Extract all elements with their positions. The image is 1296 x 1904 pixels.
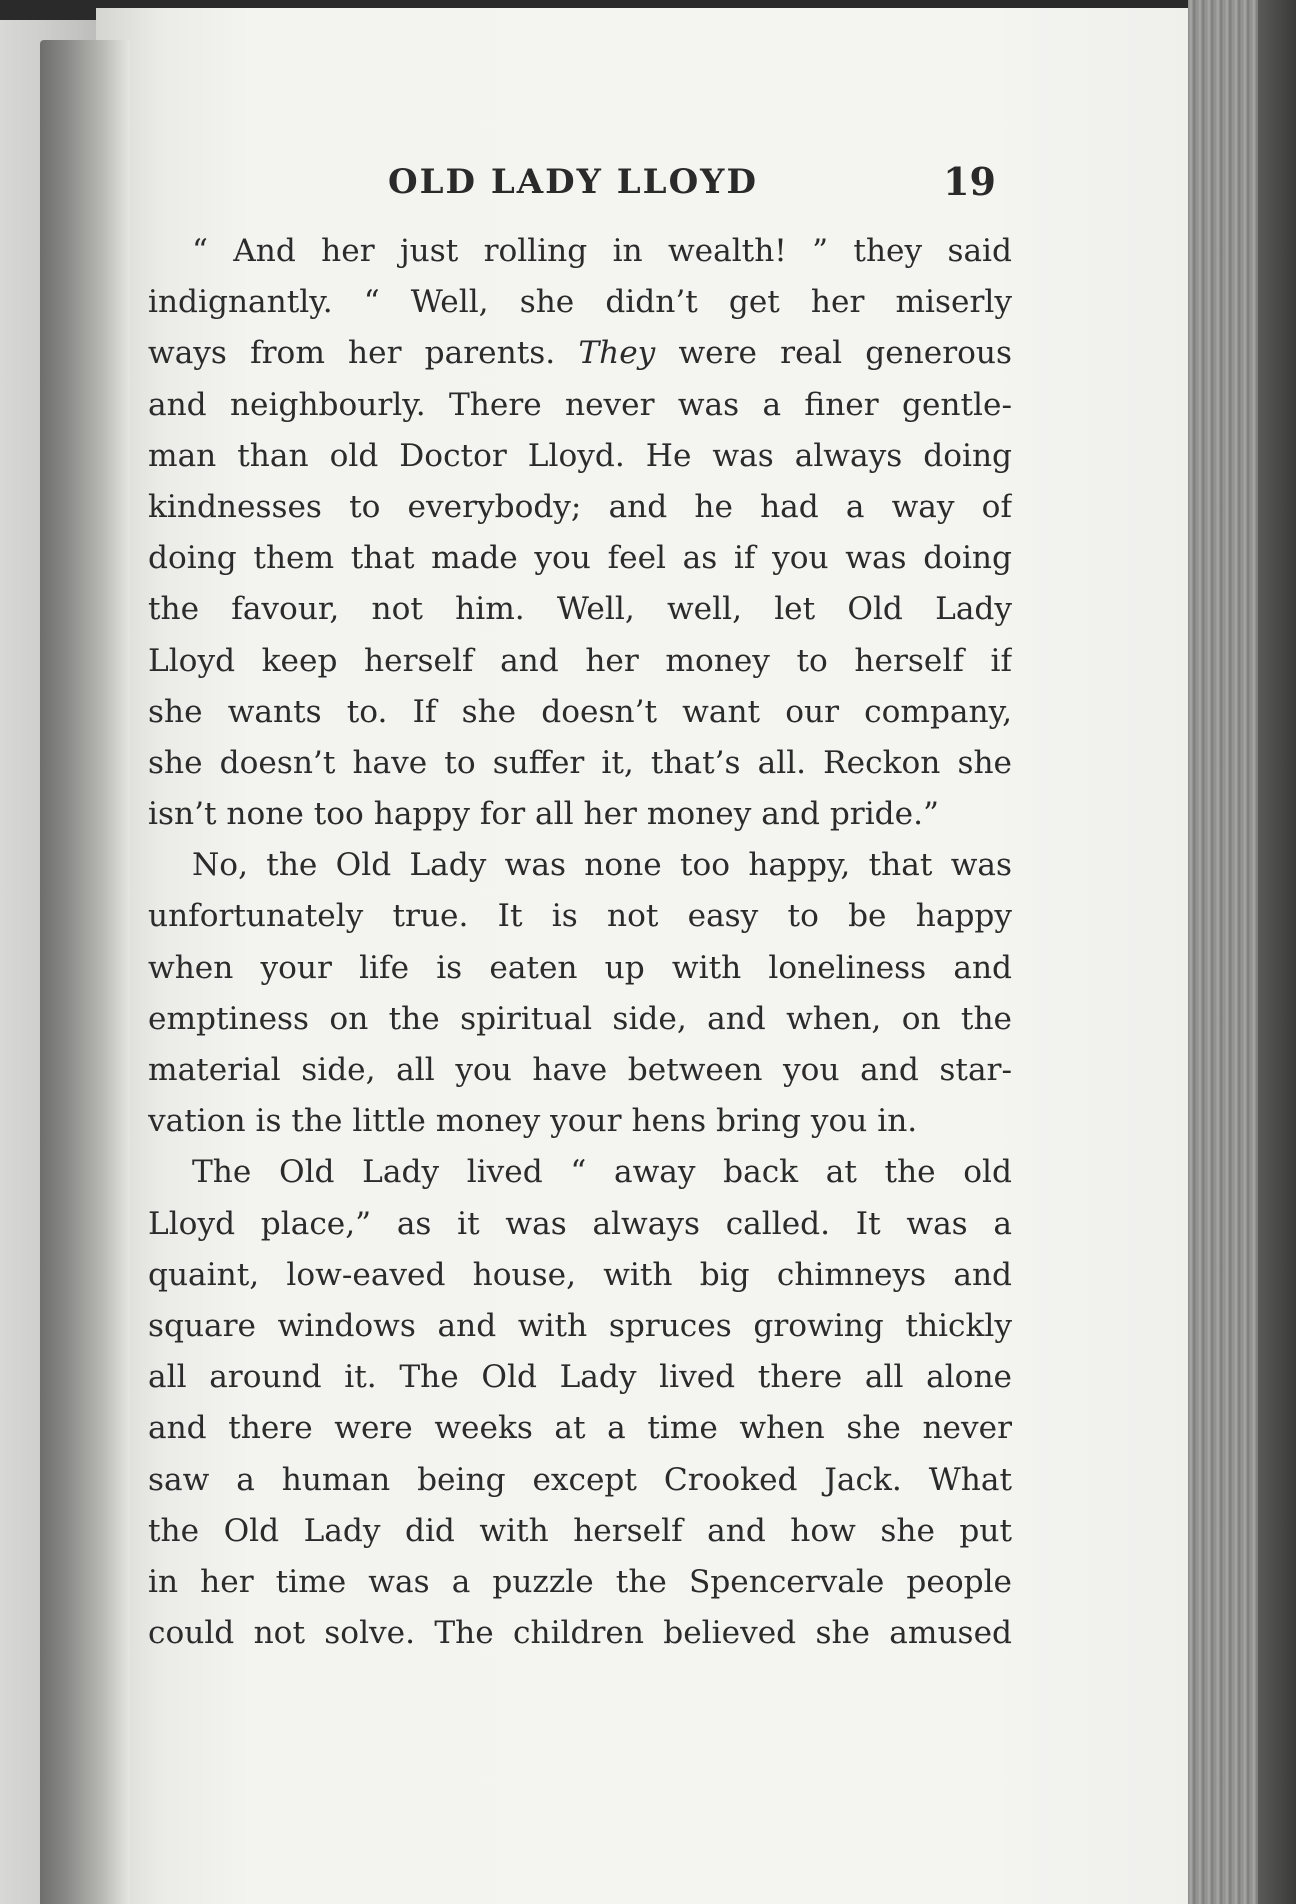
text-line: emptiness on the spiritual side, and when, on the <box>148 1000 1012 1037</box>
text-line: “ And her just rolling in wealth! ” they said <box>192 233 1012 269</box>
page-gutter-shadow <box>40 40 130 1904</box>
text-line: the favour, not him. Well, well, let Old Lady <box>148 591 1012 628</box>
text-line: square windows and with spruces growing thickly <box>148 1307 1012 1344</box>
text-line: man than old Doctor Lloyd. He was always doing <box>148 437 1012 474</box>
body-text <box>148 226 1012 1659</box>
text-line: and there were weeks at a time when she never <box>148 1410 1012 1447</box>
text-line: Lloyd place,” as it was always called. It was a <box>148 1205 1012 1242</box>
text-line: the Old Lady did with herself and how she put <box>148 1512 1012 1549</box>
text-line: Lloyd keep herself and her money to herself if <box>148 642 1012 679</box>
text-line: saw a human being except Crooked Jack. What <box>148 1461 1012 1498</box>
text-line: and neighbourly. There never was a finer gentle- <box>148 386 1012 423</box>
text-line: doing them that made you feel as if you was doing <box>148 540 1012 577</box>
page-header <box>150 156 996 208</box>
text-line: vation is the little money your hens bring you in. <box>148 1103 918 1140</box>
text-line: in her time was a puzzle the Spencervale people <box>148 1563 1012 1600</box>
page-number: 19 <box>943 159 996 204</box>
text-line: unfortunately true. It is not easy to be happy <box>148 898 1012 935</box>
text-line: ways from her parents. They were real generous <box>148 335 1012 372</box>
text-line: all around it. The Old Lady lived there all alone <box>148 1359 1012 1396</box>
text-line: could not solve. The children believed she amused <box>148 1615 1012 1652</box>
text-line: isn’t none too happy for all her money and pride.” <box>148 796 939 833</box>
book-cover-edge <box>1258 0 1296 1904</box>
text-line: she wants to. If she doesn’t want our company, <box>148 693 1012 730</box>
text-line: indignantly. “ Well, she didn’t get her miserly <box>148 284 1012 321</box>
text-line: The Old Lady lived “ away back at the old <box>192 1154 1012 1191</box>
text-line: kindnesses to everybody; and he had a way of <box>148 488 1012 525</box>
text-line: material side, all you have between you and star- <box>148 1052 1012 1088</box>
text-line: quaint, low-eaved house, with big chimneys and <box>148 1256 1012 1293</box>
text-line: she doesn’t have to suffer it, that’s all. Reckon she <box>148 744 1012 781</box>
text-line: when your life is eaten up with loneliness and <box>148 949 1012 986</box>
running-head: OLD LADY LLOYD <box>388 162 758 202</box>
text-line: No, the Old Lady was none too happy, that was <box>192 847 1012 884</box>
